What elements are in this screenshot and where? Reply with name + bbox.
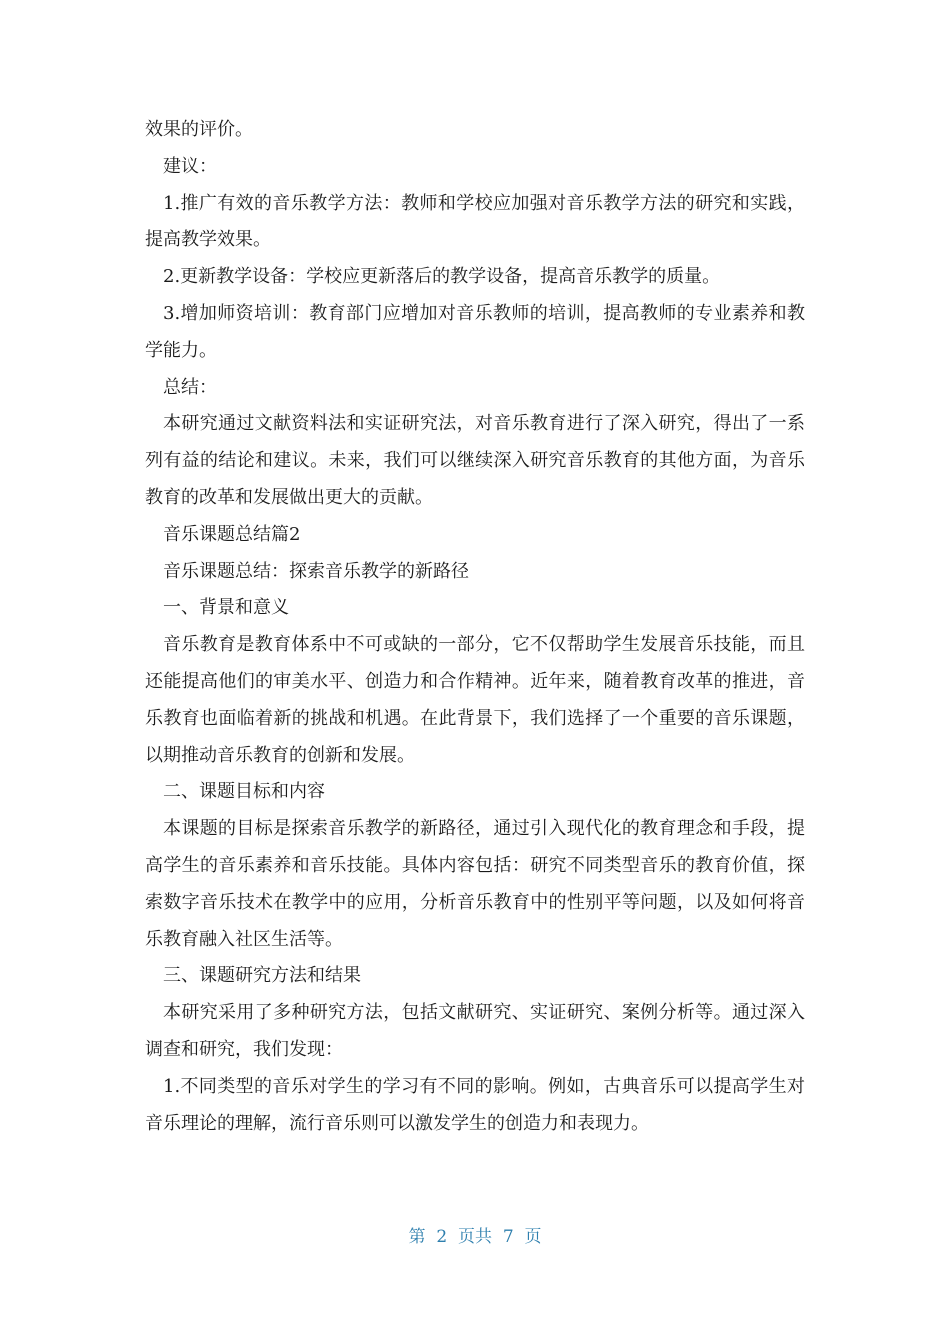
paragraph: 本研究通过文献资料法和实证研究法，对音乐教育进行了深入研究，得出了一系列有益的结论和建议。未来，我们可以继续深入研究音乐教育的其他方面，为音乐教育的改革和发展做出更大的贡献。 xyxy=(145,413,805,508)
section-title: 音乐课题总结：探索音乐教学的新路径 xyxy=(163,560,469,582)
paragraph: 3.增加师资培训：教育部门应增加对音乐教师的培训，提高教师的专业素养和教学能力。 xyxy=(145,302,805,361)
paragraph: 1.推广有效的音乐教学方法：教师和学校应加强对音乐教学方法的研究和实践，提高教学效果。 xyxy=(145,192,805,251)
subheading: 三、课题研究方法和结果 xyxy=(163,965,361,987)
paragraph: 效果的评价。 xyxy=(145,119,253,140)
paragraph: 2.更新教学设备：学校应更新落后的教学设备，提高音乐教学的质量。 xyxy=(163,266,721,288)
subheading: 二、课题目标和内容 xyxy=(163,781,325,803)
paragraph: 建议： xyxy=(163,155,217,177)
subheading: 一、背景和意义 xyxy=(163,597,289,619)
paragraph: 总结： xyxy=(163,376,217,398)
footer-prefix: 第 xyxy=(408,1227,426,1247)
footer-middle: 页共 xyxy=(458,1227,492,1247)
page-footer xyxy=(0,1222,950,1252)
current-page-number: 2 xyxy=(436,1227,448,1247)
paragraph: 本课题的目标是探索音乐教学的新路径，通过引入现代化的教育理念和手段，提高学生的音乐素养和音乐技能。具体内容包括：研究不同类型音乐的教育价值，探索数字音乐技术在教学中的应用，分析音乐教育中的性别平等问题，以及如何将音乐教育融入社区生活等。 xyxy=(145,818,805,950)
page-body xyxy=(145,112,805,1142)
footer-suffix: 页 xyxy=(524,1227,542,1247)
paragraph: 本研究采用了多种研究方法，包括文献研究、实证研究、案例分析等。通过深入调查和研究，我们发现： xyxy=(145,1002,805,1060)
paragraph: 音乐教育是教育体系中不可或缺的一部分，它不仅帮助学生发展音乐技能，而且还能提高他们的审美水平、创造力和合作精神。近年来，随着教育改革的推进，音乐教育也面临着新的挑战和机遇。在此背景下，我们选择了一个重要的音乐课题，以期推动音乐教育的创新和发展。 xyxy=(145,634,805,766)
total-pages-number: 7 xyxy=(502,1227,514,1247)
section-heading: 音乐课题总结篇2 xyxy=(163,523,301,545)
paragraph: 1.不同类型的音乐对学生的学习有不同的影响。例如，古典音乐可以提高学生对音乐理论的理解，流行音乐则可以激发学生的创造力和表现力。 xyxy=(145,1075,805,1134)
